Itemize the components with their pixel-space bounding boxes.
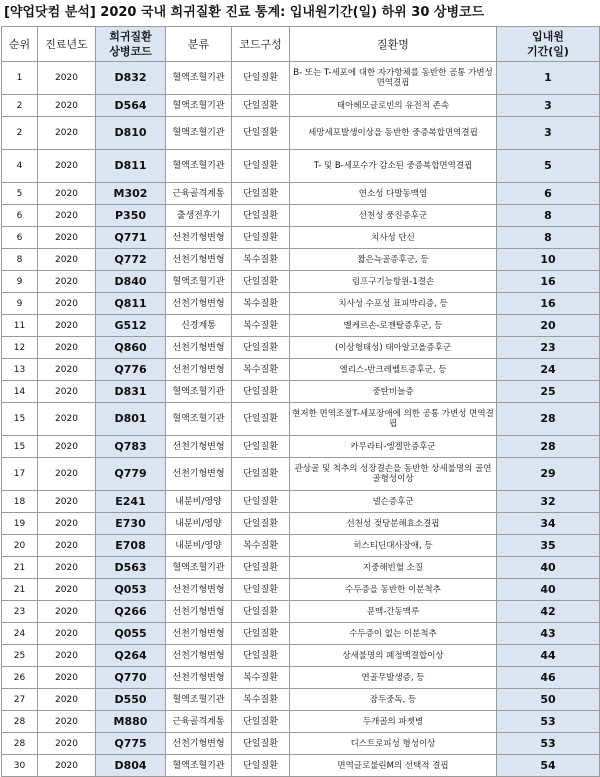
- cell-rank: 13: [2, 359, 38, 381]
- cell-category: 내분비/영양: [166, 535, 232, 557]
- cell-code: G512: [96, 315, 166, 337]
- cell-rank: 28: [2, 733, 38, 755]
- cell-type: 단일질환: [232, 513, 290, 535]
- cell-category: 내분비/영양: [166, 513, 232, 535]
- cell-code: D840: [96, 271, 166, 293]
- cell-days: 50: [497, 689, 600, 711]
- cell-code: D811: [96, 150, 166, 183]
- cell-rank: 15: [2, 403, 38, 436]
- cell-year: 2020: [38, 95, 96, 117]
- cell-year: 2020: [38, 601, 96, 623]
- cell-category: 선천기형변형: [166, 293, 232, 315]
- cell-year: 2020: [38, 491, 96, 513]
- cell-days: 40: [497, 557, 600, 579]
- table-row: [2, 491, 600, 513]
- cell-type: 단일질환: [232, 117, 290, 150]
- cell-disease: 수두증을 동반한 이분척추: [290, 579, 497, 601]
- cell-code: D804: [96, 755, 166, 777]
- header-code-text: 희귀질환 상병코드: [109, 30, 152, 58]
- cell-type: 단일질환: [232, 227, 290, 249]
- table-row: [2, 535, 600, 557]
- cell-disease: 문맥-간동맥루: [290, 601, 497, 623]
- cell-days: 42: [497, 601, 600, 623]
- cell-days: 46: [497, 667, 600, 689]
- cell-year: 2020: [38, 535, 96, 557]
- cell-days: 25: [497, 381, 600, 403]
- cell-category: 내분비/영양: [166, 491, 232, 513]
- cell-category: 선천기형변형: [166, 645, 232, 667]
- cell-code: Q775: [96, 733, 166, 755]
- cell-disease: 두개골의 파젯병: [290, 711, 497, 733]
- cell-disease: 선천성 젖당분해효소결핍: [290, 513, 497, 535]
- cell-year: 2020: [38, 62, 96, 95]
- cell-type: 단일질환: [232, 755, 290, 777]
- cell-type: 복수질환: [232, 689, 290, 711]
- cell-disease: 엘리스-반크레벨트증후군, 등: [290, 359, 497, 381]
- cell-disease: B- 또는 T-세포에 대한 자가항체를 동반한 공통 가변성 면역결핍: [290, 62, 497, 95]
- header-type: 코드구성: [232, 27, 290, 62]
- cell-days: 43: [497, 623, 600, 645]
- header-row: [2, 27, 600, 62]
- table-row: [2, 183, 600, 205]
- cell-rank: 21: [2, 557, 38, 579]
- cell-year: 2020: [38, 205, 96, 227]
- cell-rank: 6: [2, 205, 38, 227]
- cell-code: Q776: [96, 359, 166, 381]
- cell-category: 근육골격계통: [166, 711, 232, 733]
- cell-type: 단일질환: [232, 95, 290, 117]
- table-row: [2, 381, 600, 403]
- cell-code: Q772: [96, 249, 166, 271]
- table-row: [2, 117, 600, 150]
- cell-disease: 중탄비늘증: [290, 381, 497, 403]
- cell-code: D550: [96, 689, 166, 711]
- cell-disease: 수두증이 없는 이분척추: [290, 623, 497, 645]
- cell-code: Q055: [96, 623, 166, 645]
- table-row: [2, 62, 600, 95]
- cell-year: 2020: [38, 117, 96, 150]
- cell-days: 54: [497, 755, 600, 777]
- cell-days: 35: [497, 535, 600, 557]
- cell-year: 2020: [38, 623, 96, 645]
- table-row: [2, 667, 600, 689]
- cell-category: 신경계통: [166, 315, 232, 337]
- cell-type: 단일질환: [232, 205, 290, 227]
- cell-category: 혈액조혈기관: [166, 403, 232, 436]
- cell-days: 16: [497, 271, 600, 293]
- cell-rank: 1: [2, 62, 38, 95]
- cell-rank: 2: [2, 117, 38, 150]
- cell-days: 8: [497, 227, 600, 249]
- cell-days: 44: [497, 645, 600, 667]
- cell-code: P350: [96, 205, 166, 227]
- cell-disease: 선천성 풍진증후군: [290, 205, 497, 227]
- cell-category: 선천기형변형: [166, 623, 232, 645]
- cell-disease: 태아헤모글로빈의 유전적 존속: [290, 95, 497, 117]
- cell-type: 단일질환: [232, 491, 290, 513]
- cell-code: Q783: [96, 436, 166, 458]
- cell-year: 2020: [38, 513, 96, 535]
- cell-rank: 26: [2, 667, 38, 689]
- table-row: [2, 95, 600, 117]
- cell-category: 혈액조혈기관: [166, 557, 232, 579]
- cell-category: 근육골격계통: [166, 183, 232, 205]
- cell-rank: 17: [2, 458, 38, 491]
- cell-days: 53: [497, 711, 600, 733]
- cell-code: D564: [96, 95, 166, 117]
- cell-year: 2020: [38, 315, 96, 337]
- cell-year: 2020: [38, 667, 96, 689]
- table-row: [2, 513, 600, 535]
- cell-year: 2020: [38, 403, 96, 436]
- cell-disease: 히스티딘대사장애, 등: [290, 535, 497, 557]
- cell-year: 2020: [38, 711, 96, 733]
- cell-code: D563: [96, 557, 166, 579]
- header-rank: 순위: [2, 27, 38, 62]
- cell-rank: 11: [2, 315, 38, 337]
- cell-year: 2020: [38, 183, 96, 205]
- cell-rank: 28: [2, 711, 38, 733]
- cell-category: 선천기형변형: [166, 249, 232, 271]
- cell-year: 2020: [38, 337, 96, 359]
- cell-disease: 디스트로피성 형성이상: [290, 733, 497, 755]
- cell-code: E708: [96, 535, 166, 557]
- cell-type: 단일질환: [232, 381, 290, 403]
- cell-disease: 림프구기능항원-1결손: [290, 271, 497, 293]
- cell-disease: 카무라티-엥겔만증후군: [290, 436, 497, 458]
- cell-category: 혈액조혈기관: [166, 271, 232, 293]
- table-row: [2, 755, 600, 777]
- cell-days: 40: [497, 579, 600, 601]
- cell-category: 선천기형변형: [166, 227, 232, 249]
- cell-category: 선천기형변형: [166, 733, 232, 755]
- cell-disease: 짧은늑골증후군, 등: [290, 249, 497, 271]
- table-row: [2, 458, 600, 491]
- cell-year: 2020: [38, 689, 96, 711]
- cell-disease: 치사성 수포성 표피박리증, 등: [290, 293, 497, 315]
- cell-year: 2020: [38, 227, 96, 249]
- cell-category: 선천기형변형: [166, 337, 232, 359]
- cell-type: 단일질환: [232, 711, 290, 733]
- cell-days: 16: [497, 293, 600, 315]
- table-row: [2, 315, 600, 337]
- cell-category: 혈액조혈기관: [166, 381, 232, 403]
- table-row: [2, 689, 600, 711]
- cell-disease: 관상골 및 척추의 성장결손을 동반한 상세불명의 골연골형성이상: [290, 458, 497, 491]
- cell-type: 단일질환: [232, 645, 290, 667]
- table-row: [2, 150, 600, 183]
- cell-rank: 27: [2, 689, 38, 711]
- cell-year: 2020: [38, 293, 96, 315]
- cell-type: 복수질환: [232, 293, 290, 315]
- cell-year: 2020: [38, 645, 96, 667]
- header-days: [497, 27, 600, 62]
- cell-disease: 세망세포발생이상을 동반한 중증복합면역결핍: [290, 117, 497, 150]
- header-disease: 질환명: [290, 27, 497, 62]
- cell-category: 선천기형변형: [166, 359, 232, 381]
- cell-rank: 15: [2, 436, 38, 458]
- cell-disease: T- 및 B-세포수가 감소된 중증복합면역결핍: [290, 150, 497, 183]
- cell-days: 28: [497, 403, 600, 436]
- cell-disease: 지중해빈혈 소질: [290, 557, 497, 579]
- cell-rank: 18: [2, 491, 38, 513]
- cell-rank: 5: [2, 183, 38, 205]
- cell-rank: 9: [2, 293, 38, 315]
- cell-year: 2020: [38, 249, 96, 271]
- cell-category: 출생전후기: [166, 205, 232, 227]
- table-row: [2, 601, 600, 623]
- table-row: [2, 436, 600, 458]
- cell-code: Q779: [96, 458, 166, 491]
- table-row: [2, 623, 600, 645]
- table-row: [2, 359, 600, 381]
- cell-type: 복수질환: [232, 249, 290, 271]
- cell-days: 10: [497, 249, 600, 271]
- cell-category: 혈액조혈기관: [166, 95, 232, 117]
- cell-type: 복수질환: [232, 535, 290, 557]
- cell-year: 2020: [38, 271, 96, 293]
- header-days-text: 입내원 기간(일): [527, 30, 569, 58]
- page-title: [약업닷컴 분석] 2020 국내 희귀질환 진료 통계: 입내원기간(일) 하위 30 상병코드: [4, 5, 485, 20]
- table-row: [2, 557, 600, 579]
- cell-rank: 23: [2, 601, 38, 623]
- cell-code: Q770: [96, 667, 166, 689]
- cell-year: 2020: [38, 458, 96, 491]
- cell-type: 단일질환: [232, 579, 290, 601]
- cell-days: 20: [497, 315, 600, 337]
- table-row: [2, 711, 600, 733]
- cell-category: 선천기형변형: [166, 579, 232, 601]
- cell-code: D832: [96, 62, 166, 95]
- cell-year: 2020: [38, 359, 96, 381]
- cell-code: M302: [96, 183, 166, 205]
- cell-year: 2020: [38, 579, 96, 601]
- cell-days: 28: [497, 436, 600, 458]
- cell-code: D831: [96, 381, 166, 403]
- cell-disease: 면역글로불린M의 선택적 결핍: [290, 755, 497, 777]
- cell-rank: 8: [2, 249, 38, 271]
- cell-disease: 멜케르손-로젠탈증후군, 등: [290, 315, 497, 337]
- cell-rank: 20: [2, 535, 38, 557]
- cell-rank: 9: [2, 271, 38, 293]
- cell-rank: 24: [2, 623, 38, 645]
- cell-rank: 6: [2, 227, 38, 249]
- cell-days: 32: [497, 491, 600, 513]
- table-row: [2, 645, 600, 667]
- header-code: [96, 27, 166, 62]
- cell-category: 선천기형변형: [166, 436, 232, 458]
- cell-category: 혈액조혈기관: [166, 62, 232, 95]
- cell-days: 3: [497, 117, 600, 150]
- cell-year: 2020: [38, 755, 96, 777]
- cell-disease: 연골무발생증, 등: [290, 667, 497, 689]
- cell-type: 단일질환: [232, 62, 290, 95]
- cell-type: 단일질환: [232, 557, 290, 579]
- cell-type: 단일질환: [232, 733, 290, 755]
- cell-type: 복수질환: [232, 667, 290, 689]
- cell-days: 23: [497, 337, 600, 359]
- cell-type: 복수질환: [232, 359, 290, 381]
- cell-code: E730: [96, 513, 166, 535]
- table-row: [2, 403, 600, 436]
- cell-disease: 치사성 단신: [290, 227, 497, 249]
- cell-rank: 14: [2, 381, 38, 403]
- cell-days: 29: [497, 458, 600, 491]
- cell-year: 2020: [38, 436, 96, 458]
- table-row: [2, 579, 600, 601]
- table-body: [2, 62, 600, 777]
- cell-days: 3: [497, 95, 600, 117]
- cell-category: 혈액조혈기관: [166, 117, 232, 150]
- cell-category: 혈액조혈기관: [166, 755, 232, 777]
- cell-rank: 2: [2, 95, 38, 117]
- cell-code: Q266: [96, 601, 166, 623]
- rare-disease-table: [1, 26, 600, 777]
- cell-code: D810: [96, 117, 166, 150]
- cell-days: 34: [497, 513, 600, 535]
- cell-code: M880: [96, 711, 166, 733]
- cell-disease: 현저한 면역조절T-세포장애에 의한 공통 가변성 면역결핍: [290, 403, 497, 436]
- cell-code: Q264: [96, 645, 166, 667]
- cell-days: 8: [497, 205, 600, 227]
- cell-rank: 4: [2, 150, 38, 183]
- cell-year: 2020: [38, 150, 96, 183]
- table-row: [2, 205, 600, 227]
- cell-code: Q771: [96, 227, 166, 249]
- table-row: [2, 733, 600, 755]
- cell-year: 2020: [38, 557, 96, 579]
- table-row: [2, 249, 600, 271]
- cell-disease: (이상형태성) 태아알코올증후군: [290, 337, 497, 359]
- cell-code: E241: [96, 491, 166, 513]
- cell-disease: 상세불명의 폐정맥결합이상: [290, 645, 497, 667]
- cell-rank: 25: [2, 645, 38, 667]
- cell-type: 단일질환: [232, 623, 290, 645]
- cell-type: 단일질환: [232, 271, 290, 293]
- cell-days: 5: [497, 150, 600, 183]
- cell-category: 혈액조혈기관: [166, 150, 232, 183]
- cell-year: 2020: [38, 381, 96, 403]
- cell-rank: 12: [2, 337, 38, 359]
- cell-type: 단일질환: [232, 337, 290, 359]
- header-year: 진료년도: [38, 27, 96, 62]
- cell-year: 2020: [38, 733, 96, 755]
- cell-category: 선천기형변형: [166, 667, 232, 689]
- table-row: [2, 227, 600, 249]
- cell-code: Q053: [96, 579, 166, 601]
- cell-rank: 19: [2, 513, 38, 535]
- cell-disease: 넬슨증후군: [290, 491, 497, 513]
- cell-disease: 잠두중독, 등: [290, 689, 497, 711]
- cell-type: 단일질환: [232, 458, 290, 491]
- cell-type: 단일질환: [232, 150, 290, 183]
- cell-code: Q811: [96, 293, 166, 315]
- cell-category: 선천기형변형: [166, 601, 232, 623]
- cell-code: Q860: [96, 337, 166, 359]
- cell-days: 1: [497, 62, 600, 95]
- cell-type: 단일질환: [232, 403, 290, 436]
- cell-type: 단일질환: [232, 601, 290, 623]
- cell-category: 선천기형변형: [166, 458, 232, 491]
- cell-category: 혈액조혈기관: [166, 689, 232, 711]
- cell-days: 6: [497, 183, 600, 205]
- cell-days: 53: [497, 733, 600, 755]
- cell-days: 24: [497, 359, 600, 381]
- cell-type: 복수질환: [232, 315, 290, 337]
- table-row: [2, 293, 600, 315]
- cell-disease: 연소성 다발동맥염: [290, 183, 497, 205]
- cell-code: D801: [96, 403, 166, 436]
- cell-rank: 30: [2, 755, 38, 777]
- table-row: [2, 337, 600, 359]
- cell-type: 단일질환: [232, 436, 290, 458]
- table-row: [2, 271, 600, 293]
- cell-type: 단일질환: [232, 183, 290, 205]
- header-category: 분류: [166, 27, 232, 62]
- cell-rank: 21: [2, 579, 38, 601]
